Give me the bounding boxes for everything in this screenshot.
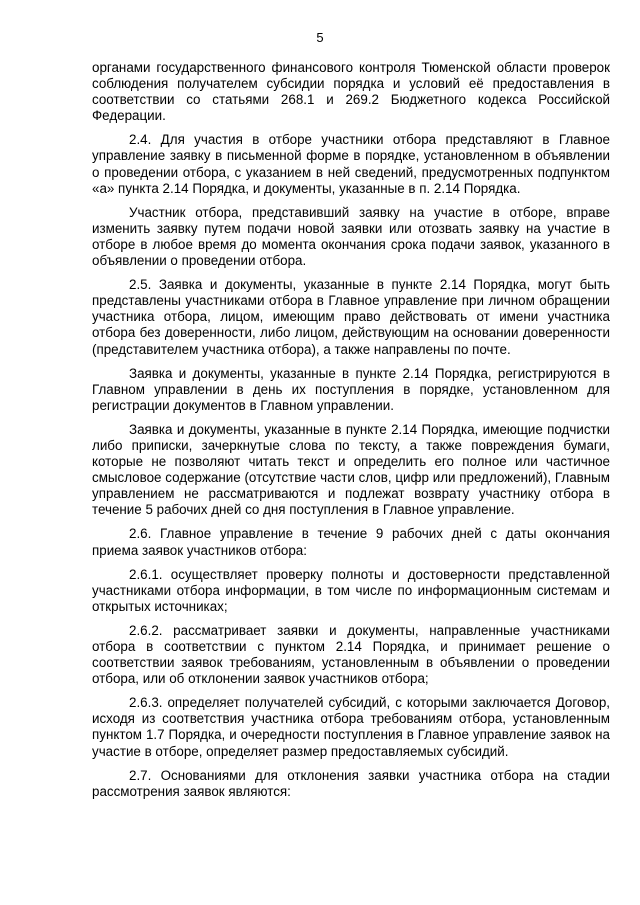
document-body (92, 60, 610, 808)
paragraph-2-6-1: 2.6.1. осуществляет проверку полноты и достоверности представленной участниками отбора информации, в том числе по информационным системам и открытых источниках; (92, 566, 610, 614)
paragraph-2-6-2: 2.6.2. рассматривает заявки и документы, направленные участниками отбора в соответствии с пунктом 2.14 Порядка, и принимает решение о соответствии заявок требованиям, установленным в объявлении о проведении отбора, или об отклонении заявок участников отбора; (92, 622, 610, 687)
page-number: 5 (316, 30, 324, 45)
paragraph-damaged-documents: Заявка и документы, указанные в пункте 2.14 Порядка, имеющие подчистки либо приписки, зачеркнутые слова по тексту, а также повреждения бумаги, которые не позволяют читать текст и определить его полное или частичное смысловое содержание (отсутствие части слов, цифр или предложений), Главным управлением не рассматриваются и подлежат возврату участнику отбора в течение 5 рабочих дней со дня поступления в Главное управление. (92, 421, 610, 518)
paragraph-2-7: 2.7. Основаниями для отклонения заявки участника отбора на стадии рассмотрения заявок являются: (92, 767, 610, 799)
paragraph-2-5: 2.5. Заявка и документы, указанные в пункте 2.14 Порядка, могут быть представлены участниками отбора в Главное управление при личном обращении участника отбора, лицом, имеющим право действовать от имени участника отбора без доверенности, либо лицом, действующим на основании доверенности (представителем участника отбора), а также направлены по почте. (92, 277, 610, 357)
paragraph-2-6-3: 2.6.3. определяет получателей субсидий, с которыми заключается Договор, исходя из соответствия участника отбора требованиям отбора, установленным пунктом 1.7 Порядка, и очередности поступления в Главное управление заявок на участие в отборе, определяет размер предоставляемых субсидий. (92, 695, 610, 759)
paragraph-2-6: 2.6. Главное управление в течение 9 рабочих дней с даты окончания приема заявок участников отбора: (92, 526, 610, 558)
paragraph-application-change: Участник отбора, представивший заявку на участие в отборе, вправе изменить заявку путем подачи новой заявки или отозвать заявку на участие в отборе в любое время до момента окончания срока подачи заявок, указанного в объявлении о проведении отбора. (92, 204, 610, 269)
paragraph-2-4: 2.4. Для участия в отборе участники отбора представляют в Главное управление заявку в письменной форме в порядке, установленном в объявлении о проведении отбора, с указанием в ней сведений, предусмотренных подпунктом «а» пункта 2.14 Порядка, и документы, указанные в п. 2.14 Порядка. (92, 132, 610, 196)
paragraph-continuation: органами государственного финансового контроля Тюменской области проверок соблюдения получателем субсидии порядка и условий её предоставления в соответствии со статьями 268.1 и 269.2 Бюджетного кодекса Российской Федерации. (92, 60, 610, 124)
paragraph-registration: Заявка и документы, указанные в пункте 2.14 Порядка, регистрируются в Главном управлении в день их поступления в порядке, установленном для регистрации документов в Главном управлении. (92, 365, 610, 413)
